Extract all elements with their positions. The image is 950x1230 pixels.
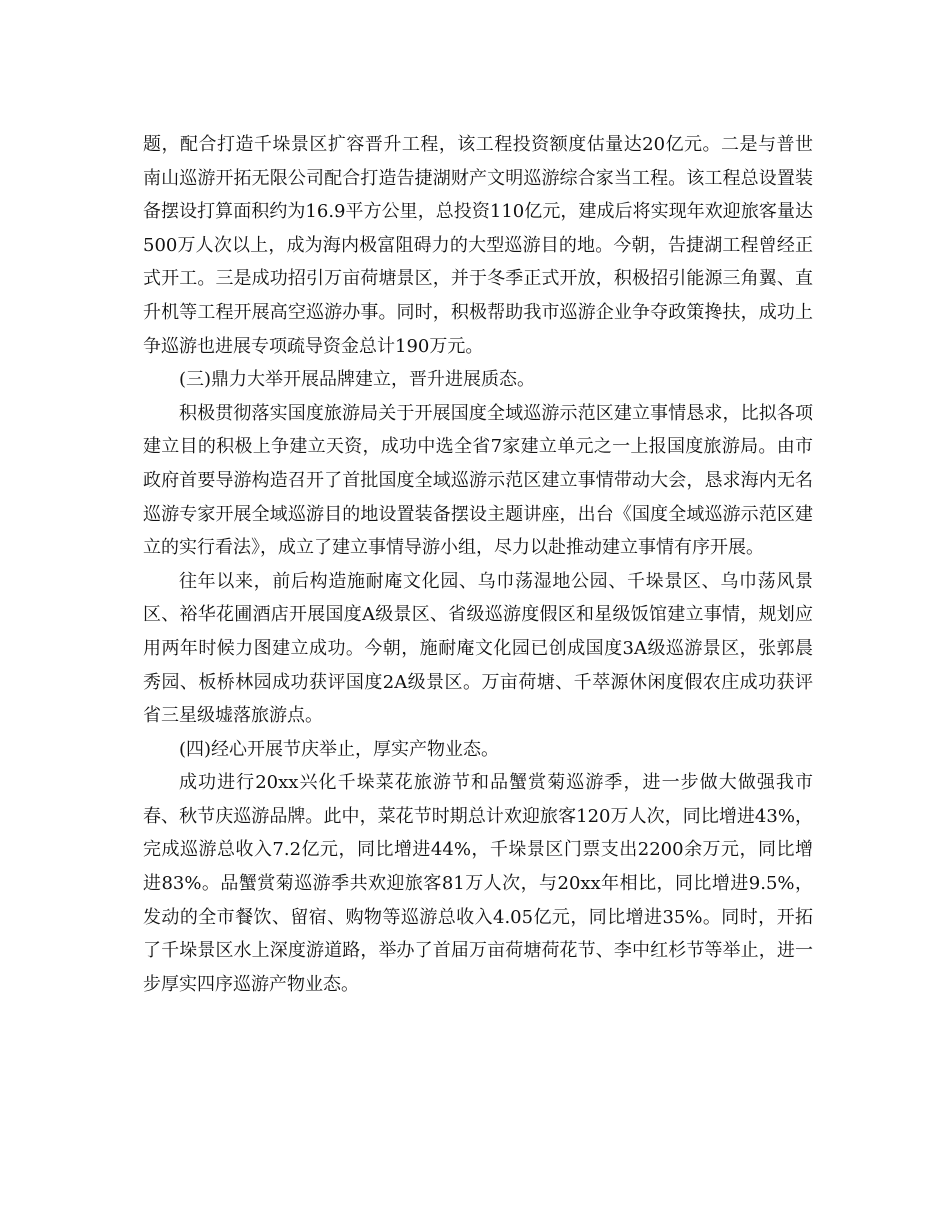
paragraph-4: 往年以来，前后构造施耐庵文化园、乌巾荡湿地公园、千垛景区、乌巾荡风景区、裕华花圃酒店开展国度A级景区、省级巡游度假区和星级饭馆建立事情，规划应用两年时候力图建立成功。今朝，施耐庵文化园已创成国度3A级巡游景区，张郭晨秀园、板桥林园成功获评国度2A级景区。万亩荷塘、千萃源休闲度假农庄成功获评省三星级墟落旅游点。 — [143, 570, 813, 727]
document-body — [143, 128, 813, 1001]
paragraph-3: 积极贯彻落实国度旅游局关于开展国度全域巡游示范区建立事情恳求，比拟各项建立目的积极上争建立天资，成功中选全省7家建立单元之一上报国度旅游局。由市政府首要导游构造召开了首批国度全域巡游示范区建立事情带动大会，恳求海内无名巡游专家开展全域巡游目的地设置装备摆设主题讲座，出台《国度全域巡游示范区建立的实行看法》，成立了建立事情导游小组，尽力以赴推动建立事情有序开展。 — [143, 402, 813, 559]
section-heading-3: (三)鼎力大举开展品牌建立，晋升进展质态。 — [179, 369, 536, 391]
paragraph-1: 题，配合打造千垛景区扩容晋升工程，该工程投资额度估量达20亿元。二是与普世南山巡游开拓无限公司配合打造告捷湖财产文明巡游综合家当工程。该工程总设置装备摆设打算面积约为16.9平方公里，总投资110亿元，建成后将实现年欢迎旅客量达500万人次以上，成为海内极富阻碍力的大型巡游目的地。今朝，告捷湖工程曾经正式开工。三是成功招引万亩荷塘景区，并于冬季正式开放，积极招引能源三角翼、直升机等工程开展高空巡游办事。同时，积极帮助我市巡游企业争夺政策搀扶，成功上争巡游也进展专项疏导资金总计190万元。 — [143, 134, 813, 357]
section-heading-4: (四)经心开展节庆举止，厚实产物业态。 — [179, 738, 500, 760]
paragraph-6: 成功进行20xx兴化千垛菜花旅游节和品蟹赏菊巡游季，进一步做大做强我市春、秋节庆巡游品牌。此中，菜花节时期总计欢迎旅客120万人次，同比增进43%，完成巡游总收入7.2亿元，同比增进44%，千垛景区门票支出2200余万元，同比增进83%。品蟹赏菊巡游季共欢迎旅客81万人次，与20xx年相比，同比增进9.5%，发动的全市餐饮、留宿、购物等巡游总收入4.05亿元，同比增进35%。同时，开拓了千垛景区水上深度游道路，举办了首届万亩荷塘荷花节、李中红杉节等举止，进一步厚实四序巡游产物业态。 — [143, 772, 813, 995]
